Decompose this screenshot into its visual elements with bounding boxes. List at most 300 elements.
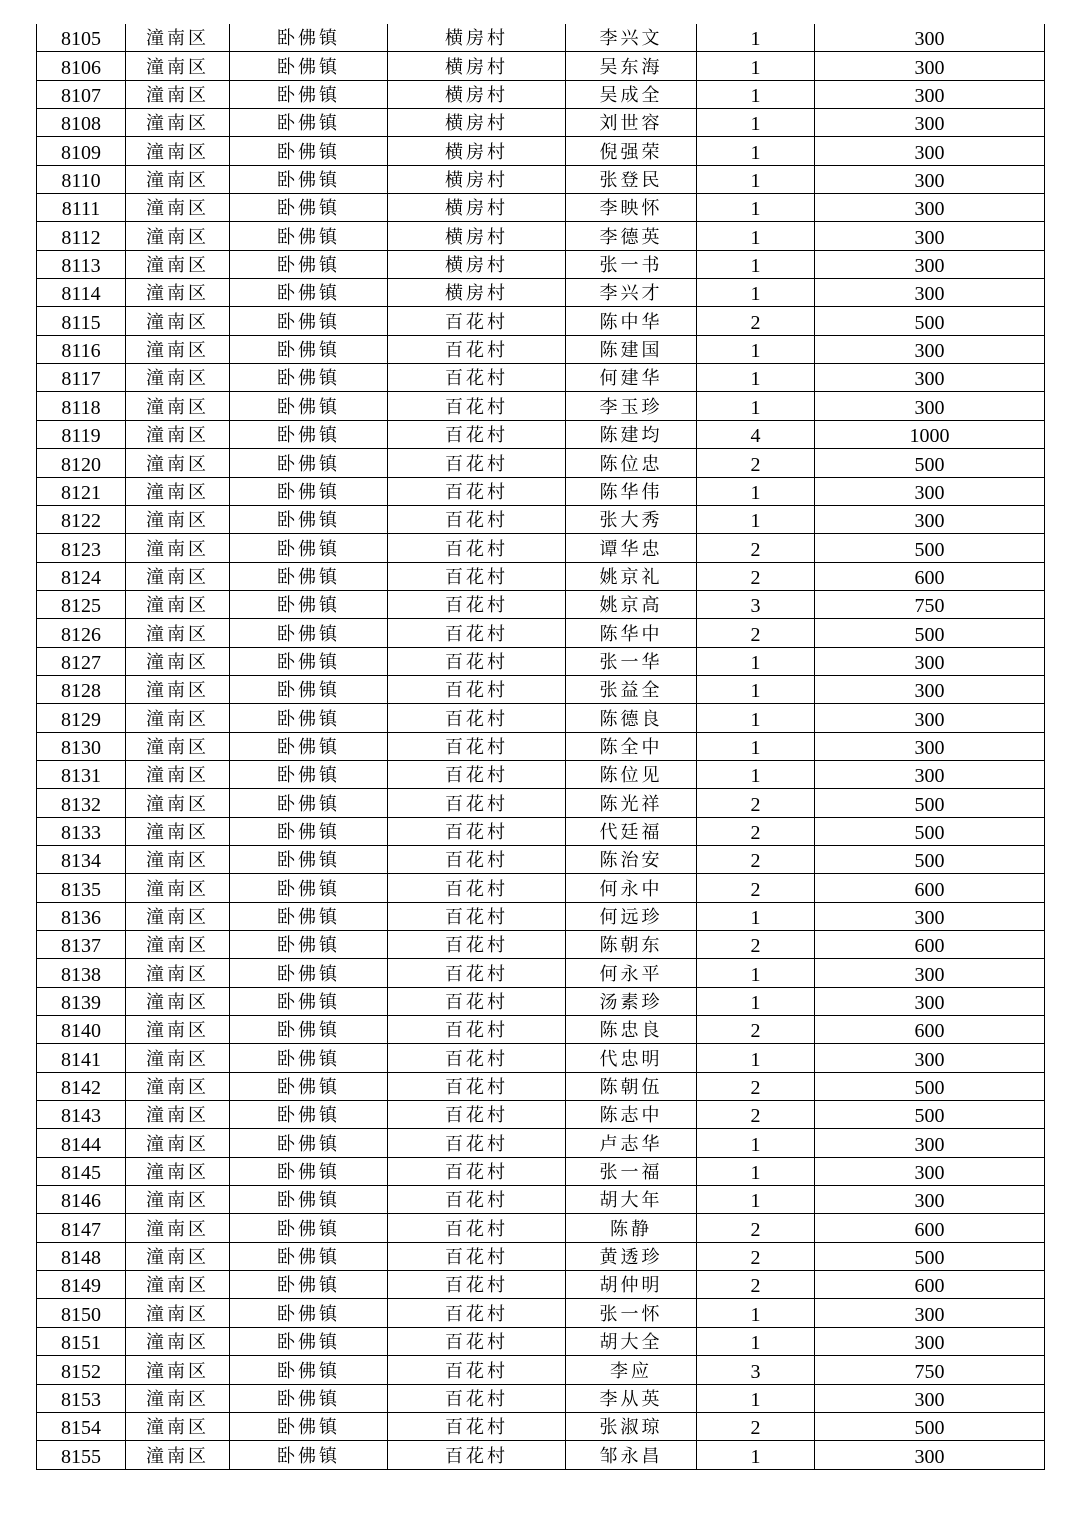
- amount-cell: 300: [815, 24, 1045, 52]
- amount-cell: 300: [815, 364, 1045, 392]
- town-cell: 卧佛镇: [230, 931, 388, 959]
- count-cell: 2: [697, 1214, 815, 1242]
- row-number: 8149: [37, 1271, 126, 1299]
- count-cell: 1: [697, 250, 815, 278]
- village-cell: 百花村: [388, 845, 566, 873]
- town-cell: 卧佛镇: [230, 845, 388, 873]
- village-cell: 百花村: [388, 392, 566, 420]
- table-row: [37, 1356, 1045, 1384]
- amount-cell: 500: [815, 534, 1045, 562]
- district-cell: 潼南区: [126, 194, 230, 222]
- amount-cell: 300: [815, 1384, 1045, 1412]
- town-cell: 卧佛镇: [230, 1356, 388, 1384]
- village-cell: 横房村: [388, 24, 566, 52]
- amount-cell: 300: [815, 732, 1045, 760]
- district-cell: 潼南区: [126, 1327, 230, 1355]
- amount-cell: 300: [815, 165, 1045, 193]
- name-cell: 张一怀: [566, 1299, 697, 1327]
- table-row: [37, 845, 1045, 873]
- count-cell: 2: [697, 1016, 815, 1044]
- town-cell: 卧佛镇: [230, 874, 388, 902]
- table-row: [37, 817, 1045, 845]
- count-cell: 1: [697, 335, 815, 363]
- village-cell: 百花村: [388, 1016, 566, 1044]
- amount-cell: 300: [815, 392, 1045, 420]
- count-cell: 2: [697, 1412, 815, 1440]
- name-cell: 陈朝东: [566, 931, 697, 959]
- town-cell: 卧佛镇: [230, 307, 388, 335]
- village-cell: 百花村: [388, 1299, 566, 1327]
- row-number: 8132: [37, 789, 126, 817]
- row-number: 8133: [37, 817, 126, 845]
- village-cell: 百花村: [388, 789, 566, 817]
- row-number: 8143: [37, 1101, 126, 1129]
- district-cell: 潼南区: [126, 1157, 230, 1185]
- count-cell: 1: [697, 1186, 815, 1214]
- amount-cell: 500: [815, 619, 1045, 647]
- district-cell: 潼南区: [126, 1271, 230, 1299]
- count-cell: 1: [697, 1157, 815, 1185]
- row-number: 8130: [37, 732, 126, 760]
- town-cell: 卧佛镇: [230, 817, 388, 845]
- name-cell: 李兴文: [566, 24, 697, 52]
- village-cell: 横房村: [388, 52, 566, 80]
- row-number: 8152: [37, 1356, 126, 1384]
- name-cell: 邹永昌: [566, 1441, 697, 1469]
- amount-cell: 300: [815, 959, 1045, 987]
- village-cell: 百花村: [388, 1441, 566, 1469]
- table-row: [37, 137, 1045, 165]
- district-cell: 潼南区: [126, 1016, 230, 1044]
- town-cell: 卧佛镇: [230, 987, 388, 1015]
- amount-cell: 500: [815, 789, 1045, 817]
- amount-cell: 300: [815, 52, 1045, 80]
- table-row: [37, 562, 1045, 590]
- amount-cell: 300: [815, 1186, 1045, 1214]
- village-cell: 百花村: [388, 1242, 566, 1270]
- count-cell: 1: [697, 760, 815, 788]
- village-cell: 百花村: [388, 987, 566, 1015]
- count-cell: 2: [697, 1101, 815, 1129]
- table-row: [37, 1157, 1045, 1185]
- village-cell: 百花村: [388, 505, 566, 533]
- village-cell: 百花村: [388, 449, 566, 477]
- village-cell: 百花村: [388, 902, 566, 930]
- table-row: [37, 987, 1045, 1015]
- count-cell: 1: [697, 1441, 815, 1469]
- count-cell: 2: [697, 449, 815, 477]
- document-page: [36, 24, 1044, 1470]
- table-row: [37, 1299, 1045, 1327]
- town-cell: 卧佛镇: [230, 1129, 388, 1157]
- name-cell: 李兴才: [566, 279, 697, 307]
- district-cell: 潼南区: [126, 335, 230, 363]
- district-cell: 潼南区: [126, 1101, 230, 1129]
- count-cell: 3: [697, 590, 815, 618]
- name-cell: 张登民: [566, 165, 697, 193]
- village-cell: 百花村: [388, 1412, 566, 1440]
- village-cell: 横房村: [388, 109, 566, 137]
- row-number: 8126: [37, 619, 126, 647]
- town-cell: 卧佛镇: [230, 222, 388, 250]
- row-number: 8141: [37, 1044, 126, 1072]
- amount-cell: 300: [815, 704, 1045, 732]
- town-cell: 卧佛镇: [230, 449, 388, 477]
- district-cell: 潼南区: [126, 534, 230, 562]
- amount-cell: 600: [815, 1214, 1045, 1242]
- count-cell: 1: [697, 24, 815, 52]
- amount-cell: 300: [815, 477, 1045, 505]
- table-row: [37, 109, 1045, 137]
- name-cell: 陈治安: [566, 845, 697, 873]
- town-cell: 卧佛镇: [230, 590, 388, 618]
- row-number: 8116: [37, 335, 126, 363]
- district-cell: 潼南区: [126, 1441, 230, 1469]
- table-row: [37, 1384, 1045, 1412]
- district-cell: 潼南区: [126, 931, 230, 959]
- row-number: 8118: [37, 392, 126, 420]
- table-row: [37, 1044, 1045, 1072]
- village-cell: 横房村: [388, 250, 566, 278]
- table-row: [37, 1441, 1045, 1469]
- town-cell: 卧佛镇: [230, 1101, 388, 1129]
- amount-cell: 300: [815, 675, 1045, 703]
- row-number: 8106: [37, 52, 126, 80]
- table-row: [37, 1271, 1045, 1299]
- row-number: 8121: [37, 477, 126, 505]
- amount-cell: 300: [815, 194, 1045, 222]
- name-cell: 吴成全: [566, 80, 697, 108]
- amount-cell: 1000: [815, 420, 1045, 448]
- count-cell: 1: [697, 364, 815, 392]
- row-number: 8150: [37, 1299, 126, 1327]
- amount-cell: 300: [815, 647, 1045, 675]
- row-number: 8148: [37, 1242, 126, 1270]
- town-cell: 卧佛镇: [230, 194, 388, 222]
- row-number: 8107: [37, 80, 126, 108]
- name-cell: 陈华伟: [566, 477, 697, 505]
- amount-cell: 300: [815, 335, 1045, 363]
- table-row: [37, 959, 1045, 987]
- count-cell: 1: [697, 1327, 815, 1355]
- name-cell: 汤素珍: [566, 987, 697, 1015]
- town-cell: 卧佛镇: [230, 1242, 388, 1270]
- name-cell: 胡大全: [566, 1327, 697, 1355]
- table-row: [37, 52, 1045, 80]
- table-row: [37, 1101, 1045, 1129]
- amount-cell: 750: [815, 590, 1045, 618]
- town-cell: 卧佛镇: [230, 959, 388, 987]
- amount-cell: 300: [815, 137, 1045, 165]
- name-cell: 张淑琼: [566, 1412, 697, 1440]
- name-cell: 李玉珍: [566, 392, 697, 420]
- district-cell: 潼南区: [126, 420, 230, 448]
- table-row: [37, 760, 1045, 788]
- row-number: 8147: [37, 1214, 126, 1242]
- district-cell: 潼南区: [126, 1412, 230, 1440]
- table-row: [37, 364, 1045, 392]
- table-row: [37, 1214, 1045, 1242]
- amount-cell: 500: [815, 1101, 1045, 1129]
- name-cell: 胡仲明: [566, 1271, 697, 1299]
- amount-cell: 300: [815, 760, 1045, 788]
- town-cell: 卧佛镇: [230, 165, 388, 193]
- town-cell: 卧佛镇: [230, 1327, 388, 1355]
- district-cell: 潼南区: [126, 987, 230, 1015]
- amount-cell: 300: [815, 80, 1045, 108]
- name-cell: 陈位见: [566, 760, 697, 788]
- row-number: 8135: [37, 874, 126, 902]
- village-cell: 百花村: [388, 1214, 566, 1242]
- district-cell: 潼南区: [126, 1242, 230, 1270]
- row-number: 8139: [37, 987, 126, 1015]
- count-cell: 2: [697, 534, 815, 562]
- table-row: [37, 165, 1045, 193]
- village-cell: 横房村: [388, 194, 566, 222]
- town-cell: 卧佛镇: [230, 1441, 388, 1469]
- table-row: [37, 732, 1045, 760]
- amount-cell: 300: [815, 109, 1045, 137]
- row-number: 8124: [37, 562, 126, 590]
- district-cell: 潼南区: [126, 364, 230, 392]
- village-cell: 百花村: [388, 335, 566, 363]
- count-cell: 1: [697, 222, 815, 250]
- row-number: 8142: [37, 1072, 126, 1100]
- amount-cell: 300: [815, 987, 1045, 1015]
- district-cell: 潼南区: [126, 845, 230, 873]
- name-cell: 何永中: [566, 874, 697, 902]
- name-cell: 吴东海: [566, 52, 697, 80]
- village-cell: 横房村: [388, 137, 566, 165]
- name-cell: 李德英: [566, 222, 697, 250]
- name-cell: 姚京礼: [566, 562, 697, 590]
- name-cell: 陈忠良: [566, 1016, 697, 1044]
- table-row: [37, 420, 1045, 448]
- count-cell: 1: [697, 80, 815, 108]
- amount-cell: 300: [815, 1129, 1045, 1157]
- count-cell: 2: [697, 931, 815, 959]
- village-cell: 百花村: [388, 704, 566, 732]
- village-cell: 横房村: [388, 222, 566, 250]
- amount-cell: 300: [815, 1044, 1045, 1072]
- town-cell: 卧佛镇: [230, 902, 388, 930]
- town-cell: 卧佛镇: [230, 364, 388, 392]
- count-cell: 1: [697, 109, 815, 137]
- village-cell: 百花村: [388, 590, 566, 618]
- table-row: [37, 619, 1045, 647]
- roster-table: [36, 24, 1045, 1470]
- row-number: 8110: [37, 165, 126, 193]
- village-cell: 横房村: [388, 165, 566, 193]
- village-cell: 百花村: [388, 1101, 566, 1129]
- count-cell: 1: [697, 165, 815, 193]
- name-cell: 陈志中: [566, 1101, 697, 1129]
- name-cell: 张益全: [566, 675, 697, 703]
- name-cell: 陈华中: [566, 619, 697, 647]
- row-number: 8112: [37, 222, 126, 250]
- table-row: [37, 222, 1045, 250]
- name-cell: 谭华忠: [566, 534, 697, 562]
- town-cell: 卧佛镇: [230, 1157, 388, 1185]
- count-cell: 2: [697, 1271, 815, 1299]
- count-cell: 1: [697, 704, 815, 732]
- name-cell: 何建华: [566, 364, 697, 392]
- count-cell: 2: [697, 874, 815, 902]
- district-cell: 潼南区: [126, 24, 230, 52]
- district-cell: 潼南区: [126, 590, 230, 618]
- village-cell: 百花村: [388, 732, 566, 760]
- town-cell: 卧佛镇: [230, 534, 388, 562]
- town-cell: 卧佛镇: [230, 760, 388, 788]
- table-row: [37, 505, 1045, 533]
- table-row: [37, 392, 1045, 420]
- name-cell: 胡大年: [566, 1186, 697, 1214]
- town-cell: 卧佛镇: [230, 392, 388, 420]
- count-cell: 1: [697, 675, 815, 703]
- district-cell: 潼南区: [126, 109, 230, 137]
- amount-cell: 600: [815, 562, 1045, 590]
- row-number: 8140: [37, 1016, 126, 1044]
- row-number: 8127: [37, 647, 126, 675]
- village-cell: 百花村: [388, 562, 566, 590]
- name-cell: 张一福: [566, 1157, 697, 1185]
- table-row: [37, 449, 1045, 477]
- village-cell: 百花村: [388, 675, 566, 703]
- count-cell: 1: [697, 477, 815, 505]
- table-row: [37, 250, 1045, 278]
- row-number: 8120: [37, 449, 126, 477]
- table-row: [37, 80, 1045, 108]
- village-cell: 百花村: [388, 760, 566, 788]
- district-cell: 潼南区: [126, 902, 230, 930]
- district-cell: 潼南区: [126, 704, 230, 732]
- district-cell: 潼南区: [126, 392, 230, 420]
- village-cell: 百花村: [388, 1356, 566, 1384]
- village-cell: 百花村: [388, 477, 566, 505]
- row-number: 8119: [37, 420, 126, 448]
- village-cell: 百花村: [388, 874, 566, 902]
- amount-cell: 600: [815, 1016, 1045, 1044]
- table-row: [37, 24, 1045, 52]
- count-cell: 1: [697, 137, 815, 165]
- row-number: 8155: [37, 1441, 126, 1469]
- table-row: [37, 534, 1045, 562]
- town-cell: 卧佛镇: [230, 647, 388, 675]
- village-cell: 百花村: [388, 959, 566, 987]
- name-cell: 张一书: [566, 250, 697, 278]
- town-cell: 卧佛镇: [230, 619, 388, 647]
- table-row: [37, 647, 1045, 675]
- district-cell: 潼南区: [126, 52, 230, 80]
- village-cell: 百花村: [388, 619, 566, 647]
- town-cell: 卧佛镇: [230, 1214, 388, 1242]
- village-cell: 百花村: [388, 647, 566, 675]
- table-row: [37, 1327, 1045, 1355]
- amount-cell: 500: [815, 307, 1045, 335]
- town-cell: 卧佛镇: [230, 1044, 388, 1072]
- amount-cell: 300: [815, 250, 1045, 278]
- town-cell: 卧佛镇: [230, 52, 388, 80]
- town-cell: 卧佛镇: [230, 109, 388, 137]
- count-cell: 1: [697, 732, 815, 760]
- table-row: [37, 1129, 1045, 1157]
- district-cell: 潼南区: [126, 477, 230, 505]
- town-cell: 卧佛镇: [230, 1271, 388, 1299]
- count-cell: 1: [697, 279, 815, 307]
- district-cell: 潼南区: [126, 675, 230, 703]
- amount-cell: 300: [815, 1299, 1045, 1327]
- name-cell: 李映怀: [566, 194, 697, 222]
- town-cell: 卧佛镇: [230, 1016, 388, 1044]
- row-number: 8131: [37, 760, 126, 788]
- count-cell: 1: [697, 194, 815, 222]
- count-cell: 1: [697, 902, 815, 930]
- name-cell: 陈中华: [566, 307, 697, 335]
- row-number: 8146: [37, 1186, 126, 1214]
- count-cell: 4: [697, 420, 815, 448]
- village-cell: 百花村: [388, 534, 566, 562]
- count-cell: 2: [697, 619, 815, 647]
- row-number: 8113: [37, 250, 126, 278]
- table-row: [37, 1412, 1045, 1440]
- count-cell: 2: [697, 845, 815, 873]
- row-number: 8136: [37, 902, 126, 930]
- amount-cell: 300: [815, 222, 1045, 250]
- town-cell: 卧佛镇: [230, 675, 388, 703]
- count-cell: 1: [697, 647, 815, 675]
- table-row: [37, 675, 1045, 703]
- name-cell: 陈静: [566, 1214, 697, 1242]
- town-cell: 卧佛镇: [230, 1412, 388, 1440]
- amount-cell: 750: [815, 1356, 1045, 1384]
- count-cell: 2: [697, 817, 815, 845]
- village-cell: 百花村: [388, 1044, 566, 1072]
- town-cell: 卧佛镇: [230, 137, 388, 165]
- row-number: 8128: [37, 675, 126, 703]
- district-cell: 潼南区: [126, 279, 230, 307]
- name-cell: 卢志华: [566, 1129, 697, 1157]
- amount-cell: 500: [815, 1242, 1045, 1270]
- village-cell: 百花村: [388, 1072, 566, 1100]
- amount-cell: 500: [815, 1072, 1045, 1100]
- village-cell: 百花村: [388, 1384, 566, 1412]
- row-number: 8144: [37, 1129, 126, 1157]
- district-cell: 潼南区: [126, 619, 230, 647]
- count-cell: 2: [697, 1072, 815, 1100]
- town-cell: 卧佛镇: [230, 1186, 388, 1214]
- row-number: 8108: [37, 109, 126, 137]
- count-cell: 1: [697, 52, 815, 80]
- row-number: 8137: [37, 931, 126, 959]
- row-number: 8151: [37, 1327, 126, 1355]
- district-cell: 潼南区: [126, 137, 230, 165]
- amount-cell: 500: [815, 817, 1045, 845]
- district-cell: 潼南区: [126, 1356, 230, 1384]
- village-cell: 百花村: [388, 1157, 566, 1185]
- district-cell: 潼南区: [126, 449, 230, 477]
- row-number: 8154: [37, 1412, 126, 1440]
- table-row: [37, 1242, 1045, 1270]
- row-number: 8134: [37, 845, 126, 873]
- town-cell: 卧佛镇: [230, 704, 388, 732]
- row-number: 8125: [37, 590, 126, 618]
- table-row: [37, 590, 1045, 618]
- district-cell: 潼南区: [126, 1299, 230, 1327]
- district-cell: 潼南区: [126, 789, 230, 817]
- count-cell: 1: [697, 392, 815, 420]
- town-cell: 卧佛镇: [230, 80, 388, 108]
- district-cell: 潼南区: [126, 562, 230, 590]
